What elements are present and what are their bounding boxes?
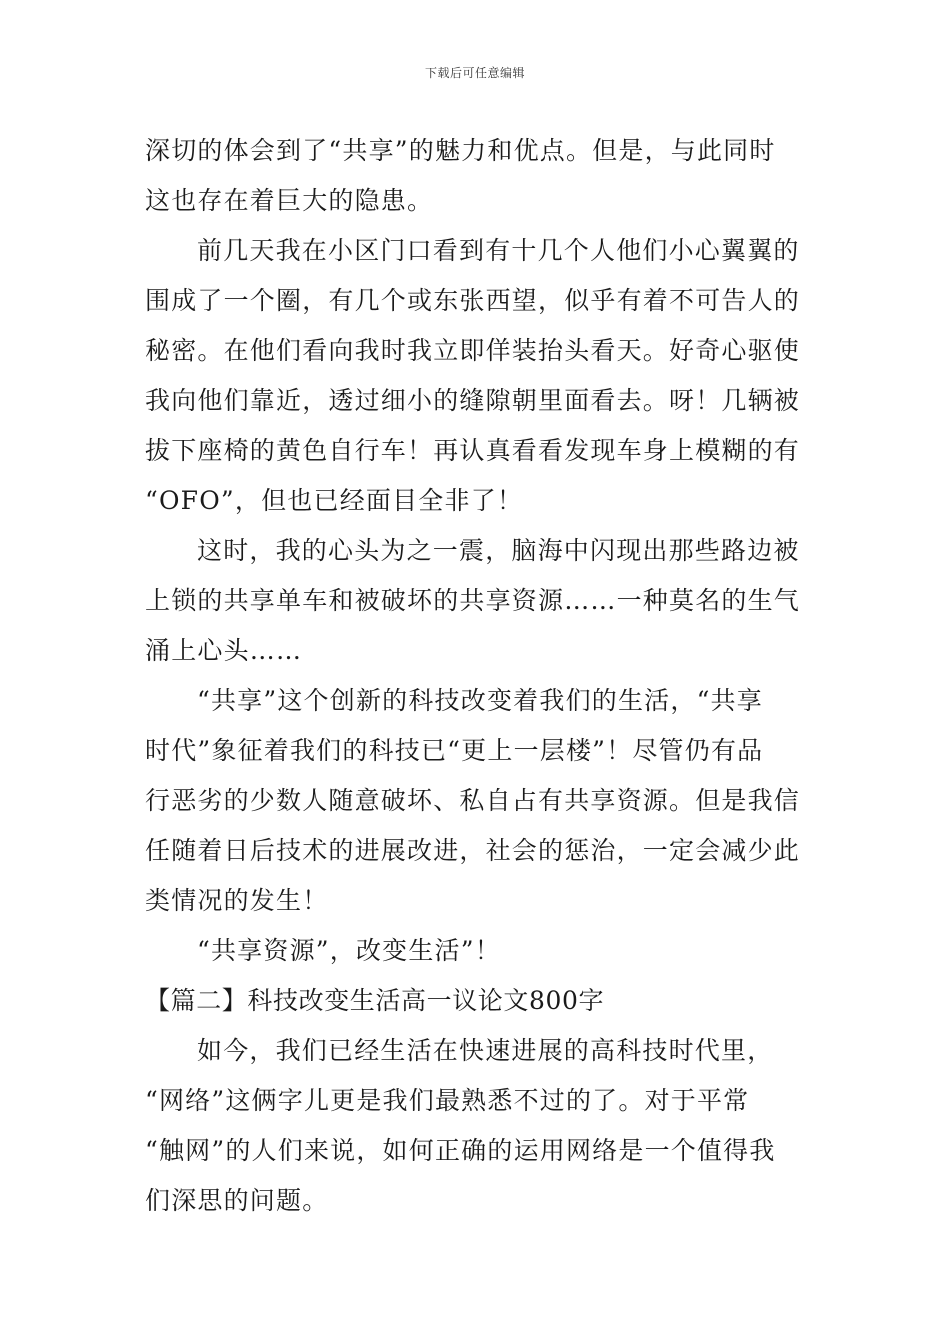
paragraph-line: “共享资源”，改变生活”！ (197, 936, 501, 965)
paragraph-line: 涌上心头…… (145, 636, 303, 665)
paragraph-line: “OFO”，但也已经面目全非了！ (145, 486, 524, 515)
paragraph-line: 如今，我们已经生活在快速进展的高科技时代里， (197, 1036, 774, 1065)
paragraph-line: “网络”这俩字儿更是我们最熟悉不过的了。对于平常 (145, 1086, 750, 1115)
paragraph-line: 们深思的问题。 (145, 1186, 329, 1215)
section-heading: 【篇二】科技改变生活高一议论文800字 (145, 986, 605, 1015)
paragraph-line: 前几天我在小区门口看到有十几个人他们小心翼翼的 (197, 236, 800, 265)
paragraph-line: 我向他们靠近，透过细小的缝隙朝里面看去。呀！几辆被 (145, 386, 801, 415)
paragraph-line: 深切的体会到了“共享”的魅力和优点。但是，与此同时 (145, 136, 776, 165)
paragraph-line: 时代”象征着我们的科技已“更上一层楼”！尽管仍有品 (145, 736, 764, 765)
paragraph-line: “触网”的人们来说，如何正确的运用网络是一个值得我 (145, 1136, 776, 1165)
paragraph-line: 围成了一个圈，有几个或东张西望，似乎有着不可告人的 (145, 286, 801, 315)
paragraph-line: “共享”这个创新的科技改变着我们的生活，“共享 (197, 686, 763, 715)
paragraph-line: 这时，我的心头为之一震，脑海中闪现出那些路边被 (197, 536, 800, 565)
page-header: 下载后可任意编辑 (424, 66, 525, 80)
paragraph-line: 这也存在着巨大的隐患。 (145, 186, 434, 215)
paragraph-line: 拔下座椅的黄色自行车！再认真看看发现车身上模糊的有 (145, 436, 801, 465)
paragraph-line: 秘密。在他们看向我时我立即佯装抬头看天。好奇心驱使 (145, 336, 801, 365)
paragraph-line: 上锁的共享单车和被破坏的共享资源……一种莫名的生气 (145, 586, 801, 615)
paragraph-line: 任随着日后技术的进展改进，社会的惩治，一定会减少此 (145, 836, 801, 865)
paragraph-line: 类情况的发生！ (145, 886, 329, 915)
paragraph-line: 行恶劣的少数人随意破坏、私自占有共享资源。但是我信 (145, 786, 801, 815)
document-body (145, 126, 807, 1226)
